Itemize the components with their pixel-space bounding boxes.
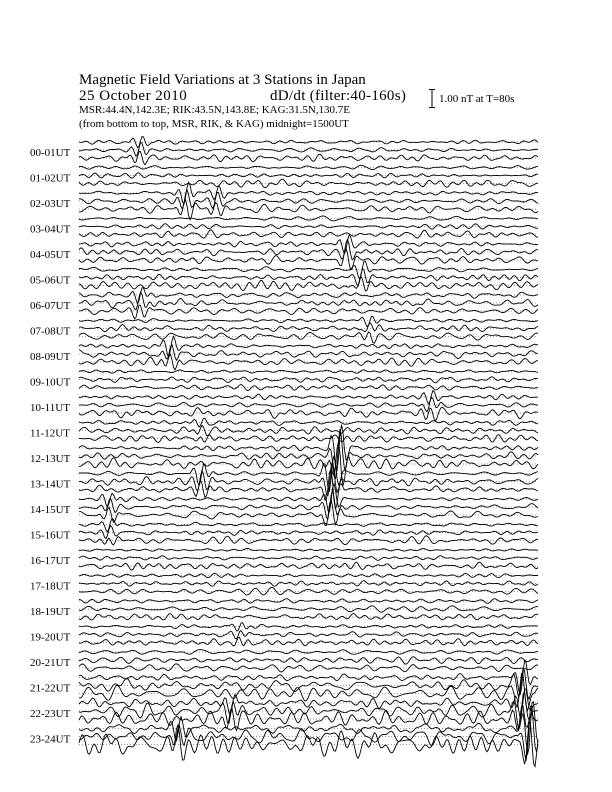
hour-label: 19-20UT [30, 631, 71, 644]
chart-date: 25 October 2010 [79, 88, 188, 104]
trace-rik [79, 631, 538, 640]
trace-rik [79, 345, 538, 360]
trace-kag [79, 518, 538, 531]
trace-rik [79, 190, 538, 209]
hour-row [30, 573, 538, 595]
trace-msr [79, 305, 538, 319]
trace-msr [79, 407, 538, 420]
hour-label: 04-05UT [30, 249, 71, 261]
scale-label: 1.00 nT at T=80s [439, 93, 515, 105]
trace-rik [79, 490, 538, 519]
trace-kag [79, 391, 538, 404]
trace-msr [79, 614, 538, 620]
trace-rik [79, 268, 538, 286]
trace-msr [79, 332, 538, 343]
trace-rik [79, 425, 538, 436]
hour-label: 00-01UT [30, 147, 71, 159]
hour-row [30, 689, 538, 730]
hour-label: 13-14UT [30, 478, 71, 491]
hour-label: 09-10UT [30, 376, 71, 389]
hour-row [30, 288, 538, 319]
trace-rik [79, 429, 538, 479]
hour-label: 18-19UT [30, 606, 71, 618]
hour-row [30, 316, 538, 343]
trace-rik [79, 706, 538, 761]
chart-title: Magnetic Field Variations at 3 Stations in Japan [79, 72, 366, 88]
trace-rik [79, 657, 538, 665]
trace-rik [79, 556, 538, 561]
trace-msr [79, 587, 538, 595]
hour-label: 05-06UT [30, 274, 71, 287]
hour-row [30, 235, 538, 270]
scale-bar-icon [428, 89, 436, 108]
hour-row [30, 370, 538, 391]
trace-kag [79, 623, 538, 631]
trace-kag [79, 418, 538, 427]
hour-row [30, 337, 538, 370]
trace-kag [79, 235, 538, 253]
trace-msr [79, 674, 538, 711]
trace-rik [79, 397, 538, 412]
hour-row [30, 137, 538, 165]
hour-label: 07-08UT [30, 325, 71, 338]
hour-label: 16-17UT [30, 555, 71, 567]
hour-label: 11-12UT [30, 427, 70, 440]
hour-row [30, 165, 538, 188]
hour-row [30, 650, 538, 672]
hour-label: 22-23UT [30, 708, 71, 720]
hour-label: 15-16UT [30, 529, 71, 542]
hour-row [30, 418, 538, 442]
hour-row [30, 623, 538, 646]
hour-row [30, 182, 538, 220]
trace-kag [79, 573, 538, 577]
hour-label: 21-22UT [30, 682, 71, 695]
hour-row [30, 261, 538, 291]
hour-label: 03-04UT [30, 223, 71, 236]
hour-label: 01-02UT [30, 172, 71, 185]
hour-row [30, 484, 538, 526]
trace-rik [79, 323, 538, 332]
trace-msr [79, 637, 538, 646]
hour-row [30, 391, 538, 421]
trace-msr [79, 355, 538, 370]
trace-kag [79, 599, 538, 604]
hour-label: 14-15UT [30, 504, 71, 516]
hour-row [30, 425, 538, 486]
hour-label: 02-03UT [30, 198, 71, 210]
station-order-note: (from bottom to top, MSR, RIK, & KAG) midnight=1500UT [79, 118, 349, 130]
trace-kag [79, 549, 538, 552]
hour-label: 06-07UT [30, 300, 71, 312]
hour-label: 20-21UT [30, 657, 71, 669]
trace-msr [79, 230, 538, 238]
hour-row [30, 599, 538, 620]
hour-label: 23-24UT [30, 733, 71, 746]
trace-rik [79, 143, 538, 157]
hour-label: 17-18UT [30, 580, 71, 593]
trace-rik [79, 173, 538, 178]
trace-rik [79, 461, 538, 496]
trace-kag [79, 661, 538, 695]
trace-msr [79, 536, 538, 545]
trace-rik [79, 377, 538, 383]
hour-row [30, 518, 538, 545]
trace-msr [79, 499, 538, 525]
hour-label: 12-13UT [30, 453, 71, 465]
hour-row [30, 549, 538, 571]
trace-kag [79, 316, 538, 326]
hour-label: 08-09UT [30, 351, 71, 363]
trace-rik [79, 526, 538, 539]
hour-label: 10-11UT [30, 402, 70, 414]
hour-row [30, 216, 538, 238]
filter-label: dD/dt (filter:40-160s) [270, 88, 407, 104]
trace-msr [79, 562, 538, 570]
hour-row [30, 456, 538, 510]
station-coordinates: MSR:44.4N,142.3E; RIK:43.5N,143.8E; KAG:31.5N,130.7E [79, 104, 351, 116]
